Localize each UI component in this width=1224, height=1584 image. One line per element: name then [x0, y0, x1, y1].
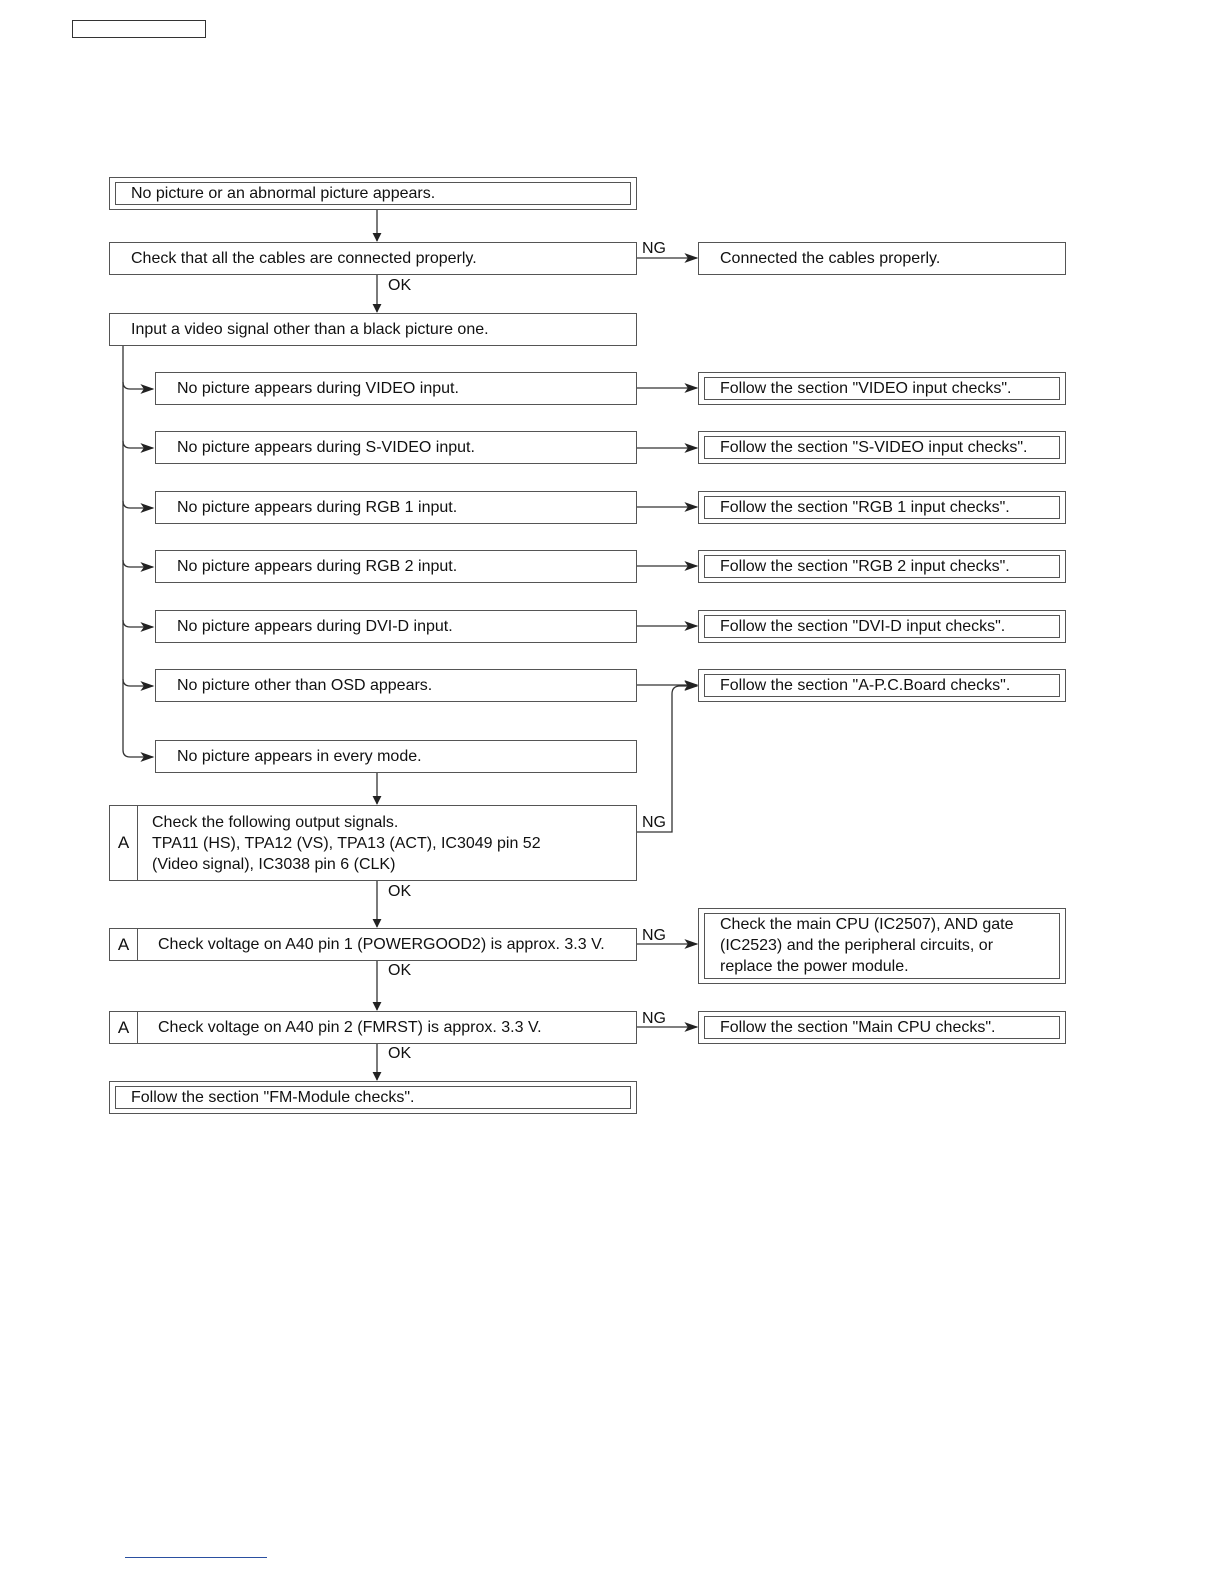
branch-2	[123, 441, 153, 448]
symptom-text: No picture appears during RGB 1 input.	[177, 499, 458, 516]
ok-label-output: OK	[388, 883, 412, 900]
symptom-box-rgb2	[155, 550, 637, 583]
check-pin2-box	[109, 1011, 637, 1044]
check-output-line1: Check the following output signals.	[152, 814, 399, 831]
start-box	[109, 177, 637, 210]
end-text: Follow the section "FM-Module checks".	[131, 1089, 415, 1106]
action-box-apc-board	[698, 669, 1066, 702]
main-cpu-action-text: Follow the section "Main CPU checks".	[720, 1019, 996, 1036]
branch-1	[123, 382, 153, 389]
check-output-line3: (Video signal), IC3038 pin 6 (CLK)	[152, 856, 396, 873]
ok-label-cables: OK	[388, 277, 412, 294]
action-box-dvid	[698, 610, 1066, 643]
symptom-text: No picture appears during RGB 2 input.	[177, 558, 458, 575]
cpu-action-line2: (IC2523) and the peripheral circuits, or	[720, 937, 994, 954]
cables-fix-text: Connected the cables properly.	[720, 250, 941, 267]
symptom-box-video	[155, 372, 637, 405]
action-text: Follow the section "S-VIDEO input checks".	[720, 439, 1028, 456]
symptom-text: No picture appears during S-VIDEO input.	[177, 439, 475, 456]
action-text: Follow the section "VIDEO input checks".	[720, 380, 1012, 397]
action-text: Follow the section "A-P.C.Board checks".	[720, 677, 1011, 694]
check-cables-box	[109, 242, 637, 275]
input-signal-text: Input a video signal other than a black picture one.	[131, 321, 489, 338]
ng-label-pin2: NG	[642, 1010, 666, 1027]
check-pin1-text: Check voltage on A40 pin 1 (POWERGOOD2) is approx. 3.3 V.	[158, 936, 605, 953]
check-pin1-box	[109, 928, 637, 961]
symptom-text: No picture appears during VIDEO input.	[177, 380, 459, 397]
action-box-rgb1	[698, 491, 1066, 524]
ng-label-pin1: NG	[642, 927, 666, 944]
action-text: Follow the section "RGB 2 input checks".	[720, 558, 1010, 575]
branch-4	[123, 560, 153, 567]
ok-label-pin2: OK	[388, 1045, 412, 1062]
ng-label-output: NG	[642, 814, 666, 831]
every-mode-text: No picture appears in every mode.	[177, 748, 422, 765]
cpu-action-line1: Check the main CPU (IC2507), AND gate	[720, 916, 1014, 933]
symptom-box-every-mode	[155, 740, 637, 773]
symptom-box-rgb1	[155, 491, 637, 524]
branch-3	[123, 501, 153, 508]
start-text: No picture or an abnormal picture appears.	[131, 185, 436, 202]
ok-label-pin1: OK	[388, 962, 412, 979]
check-pin2-text: Check voltage on A40 pin 2 (FMRST) is approx. 3.3 V.	[158, 1019, 542, 1036]
action-box-svideo	[698, 431, 1066, 464]
check-output-line2: TPA11 (HS), TPA12 (VS), TPA13 (ACT), IC3049 pin 52	[152, 835, 541, 852]
action-text: Follow the section "DVI-D input checks".	[720, 618, 1006, 635]
action-text: Follow the section "RGB 1 input checks".	[720, 499, 1010, 516]
check-output-box	[109, 805, 637, 881]
cpu-action-line3: replace the power module.	[720, 958, 909, 975]
symptom-text: No picture appears during DVI-D input.	[177, 618, 453, 635]
symptom-box-dvid	[155, 610, 637, 643]
cables-fix-box	[698, 242, 1066, 275]
action-box-video	[698, 372, 1066, 405]
footer-rule	[125, 1557, 267, 1558]
branch-6	[123, 679, 153, 686]
symptom-box-svideo	[155, 431, 637, 464]
check-cables-text: Check that all the cables are connected properly.	[131, 250, 477, 267]
ng-label-cables: NG	[642, 240, 666, 257]
symptom-box-osd	[155, 669, 637, 702]
branch-trunk	[123, 346, 130, 757]
main-cpu-action-box	[698, 1011, 1066, 1044]
input-signal-box	[109, 313, 637, 346]
arrow-output-ng	[637, 686, 697, 832]
board-marker: A	[110, 1012, 138, 1043]
action-box-rgb2	[698, 550, 1066, 583]
branch-5	[123, 620, 153, 627]
cpu-action-box	[698, 908, 1066, 984]
symptom-text: No picture other than OSD appears.	[177, 677, 433, 694]
board-marker: A	[110, 929, 138, 960]
board-marker: A	[110, 806, 138, 880]
end-box	[109, 1081, 637, 1114]
